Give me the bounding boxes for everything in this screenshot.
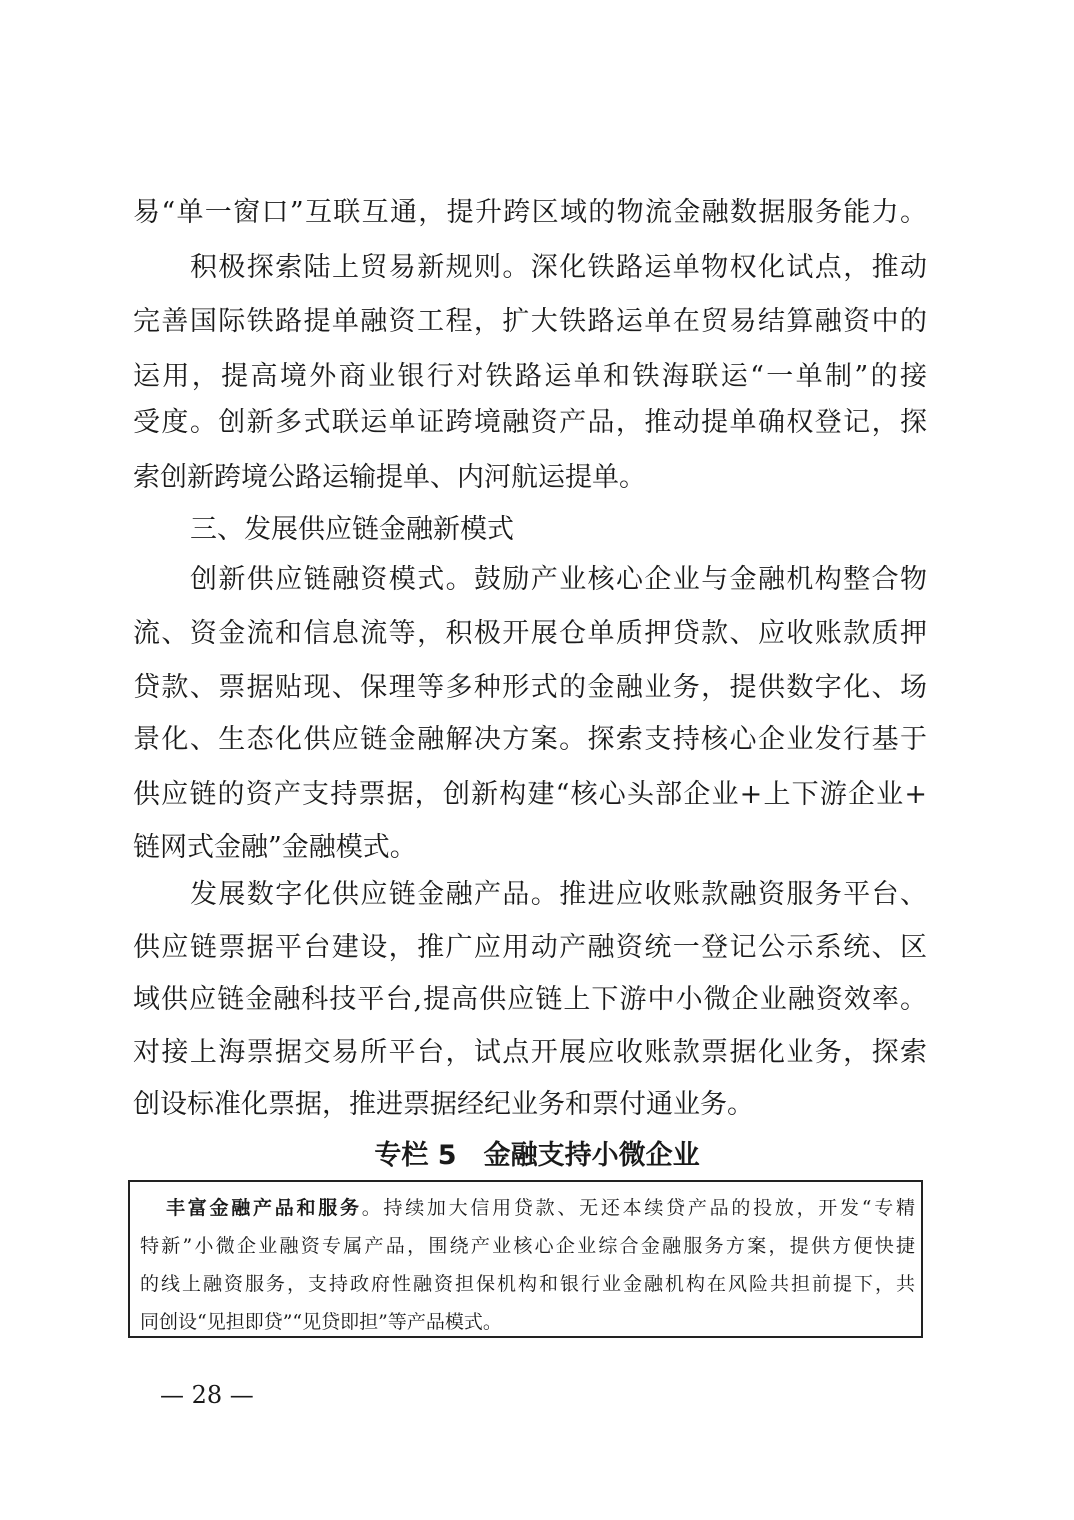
body-line: 创新供应链融资模式。鼓励产业核心企业与金融机构整合物 (190, 564, 927, 595)
column-lead: 丰富金融产品和服务 (166, 1197, 362, 1219)
column-line: 特新”小微企业融资专属产品，围绕产业核心企业综合金融服务方案，提供方便快捷 (140, 1235, 915, 1257)
column-text: 。持续加大信用贷款、无还本续贷产品的投放，开发“专精 (361, 1197, 915, 1219)
body-line: 发展数字化供应链金融产品。推进应收账款融资服务平台、 (190, 879, 927, 910)
column-line: 的线上融资服务，支持政府性融资担保机构和银行业金融机构在风险共担前提下，共 (140, 1273, 915, 1295)
body-line: 域供应链金融科技平台,提高供应链上下游中小微企业融资效率。 (133, 984, 927, 1015)
column-line (166, 1196, 915, 1220)
body-line: 创设标准化票据，推进票据经纪业务和票付通业务。 (133, 1089, 754, 1120)
body-line: 链网式金融”金融模式。 (133, 832, 417, 863)
body-line: 景化、生态化供应链金融解决方案。探索支持核心企业发行基于 (133, 724, 927, 755)
section-heading: 三、发展供应链金融新模式 (190, 514, 514, 545)
page-number: — 28 — (160, 1381, 254, 1409)
body-line: 索创新跨境公路运输提单、内河航运提单。 (133, 462, 646, 493)
column-box (128, 1180, 923, 1338)
body-line: 供应链票据平台建设，推广应用动产融资统一登记公示系统、区 (133, 932, 927, 963)
body-line: 易“单一窗口”互联互通，提升跨区域的物流金融数据服务能力。 (133, 197, 927, 228)
body-line: 完善国际铁路提单融资工程，扩大铁路运单在贸易结算融资中的 (133, 306, 927, 337)
body-line: 对接上海票据交易所平台，试点开展应收账款票据化业务，探索 (133, 1037, 927, 1068)
column-line: 同创设“见担即贷”“见贷即担”等产品模式。 (140, 1311, 502, 1333)
column-title: 专栏 5 金融支持小微企业 (374, 1140, 700, 1171)
body-line: 贷款、票据贴现、保理等多种形式的金融业务，提供数字化、场 (133, 672, 927, 703)
body-line: 流、资金流和信息流等，积极开展仓单质押贷款、应收账款质押 (133, 618, 927, 649)
body-line: 受度。创新多式联运单证跨境融资产品，推动提单确权登记，探 (133, 407, 927, 438)
body-line: 供应链的资产支持票据，创新构建“核心头部企业+上下游企业+ (133, 779, 927, 810)
body-line: 运用，提高境外商业银行对铁路运单和铁海联运“一单制”的接 (133, 361, 927, 392)
body-line: 积极探索陆上贸易新规则。深化铁路运单物权化试点，推动 (190, 252, 927, 283)
